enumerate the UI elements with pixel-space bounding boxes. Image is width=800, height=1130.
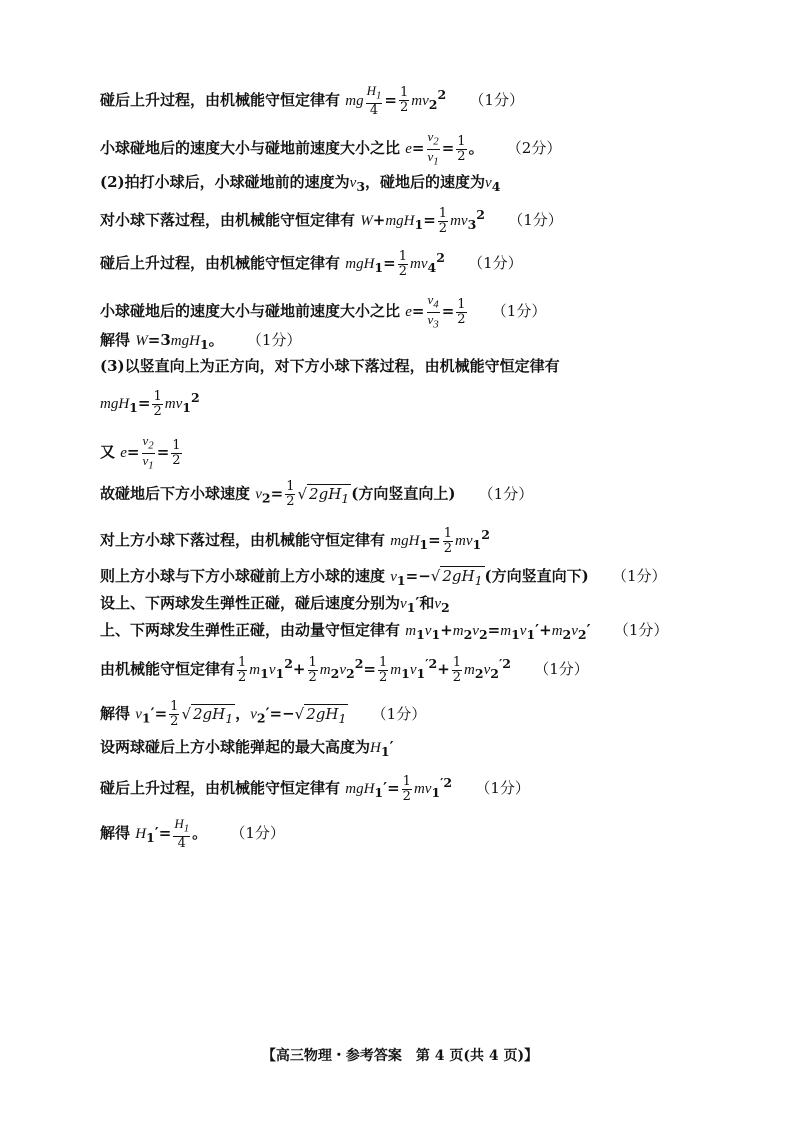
answer-line: mgH$_1$= $\frac{1}{2}$ $mv_1^2$ — [100, 388, 200, 419]
answer-line: 又 e= $\frac{v_2}{v_1}$ = $\frac{1}{2}$ — [100, 433, 181, 472]
answer-line: 则上方小球与下方小球碰前上方小球的速度 $v_1=-√$ $2gH_1$ (方向竖直向下) （1分） — [100, 567, 667, 588]
answer-line: 故碰地后下方小球速度 $v_2=$ $\frac{1}{2}$ √ $2gH_1$ (方向竖直向上) （1分） — [100, 479, 534, 509]
answer-line: 解得 W=3mgH$_1$。 （1分） — [100, 331, 302, 352]
answer-line: 上、下两球发生弹性正碰，由动量守恒定律有 $m_1v_1+m_2v_2=m_1v_1'+m_2v_2'$ （1分） — [100, 621, 669, 642]
answer-line: 对上方小球下落过程，由机械能守恒定律有 mgH$_1$= $\frac{1}{2}$ $mv_1^2$ — [100, 525, 490, 556]
answer-line: 对小球下落过程，由机械能守恒定律有 W+mgH$_1$= $\frac{1}{2}$ $mv_3^2$ （1分） — [100, 205, 563, 236]
answer-line: 碰后上升过程，由机械能守恒定律有 mgH$_1$′= $\frac{1}{2}$ $mv_1^{'2}$ （1分） — [100, 773, 530, 804]
answer-line: 设两球碰后上方小球能弹起的最大高度为$H_1'$ — [100, 738, 394, 759]
page-footer: 【高三物理・参考答案 第 4 页(共 4 页)】 — [261, 1048, 539, 1064]
answer-line: 解得 $v_1'=$ $\frac{1}{2}$ √ $2gH_1$ ，$v_2'=-√$ $2gH_1$ （1分） — [100, 699, 427, 729]
answer-line: 由机械能守恒定律有 $\frac{1}{2}$ $m_1v_1^2+$ $\frac{1}{2}$ $m_2v_2^2=$ $\frac{1}{2}$ $m_1v_1^{'2}+$ $\frac{1}{2}$ $m_2v_2^{'2}$ （1分） — [100, 654, 589, 685]
answer-line: 碰后上升过程，由机械能守恒定律有 mgH$_1$= $\frac{1}{2}$ $mv_4^2$ （1分） — [100, 248, 523, 279]
answer-line: 小球碰地后的速度大小与碰地前速度大小之比 e= $\frac{v_2}{v_1}$ = $\frac{1}{2}$ 。 （2分） — [100, 129, 562, 168]
answer-line: 碰后上升过程，由机械能守恒定律有 mg $\frac{H_1}{4}$ = $\frac{1}{2}$ $mv_2^2$ （1分） — [100, 83, 524, 118]
answer-line: (2)拍打小球后，小球碰地前的速度为$v_3$，碰地后的速度为$v_4$ — [100, 173, 501, 194]
answer-line: 设上、下两球发生弹性正碰，碰后速度分别为$v_1'$和$v_2$ — [100, 594, 450, 615]
answer-line: (3)以竖直向上为正方向，对下方小球下落过程，由机械能守恒定律有 — [100, 357, 560, 375]
answer-line: 小球碰地后的速度大小与碰地前速度大小之比 e= $\frac{v_4}{v_3}$ = $\frac{1}{2}$ （1分） — [100, 292, 547, 331]
answer-line: 解得 $H_1'=$ $\frac{H_1}{4}$ 。 （1分） — [100, 816, 285, 851]
